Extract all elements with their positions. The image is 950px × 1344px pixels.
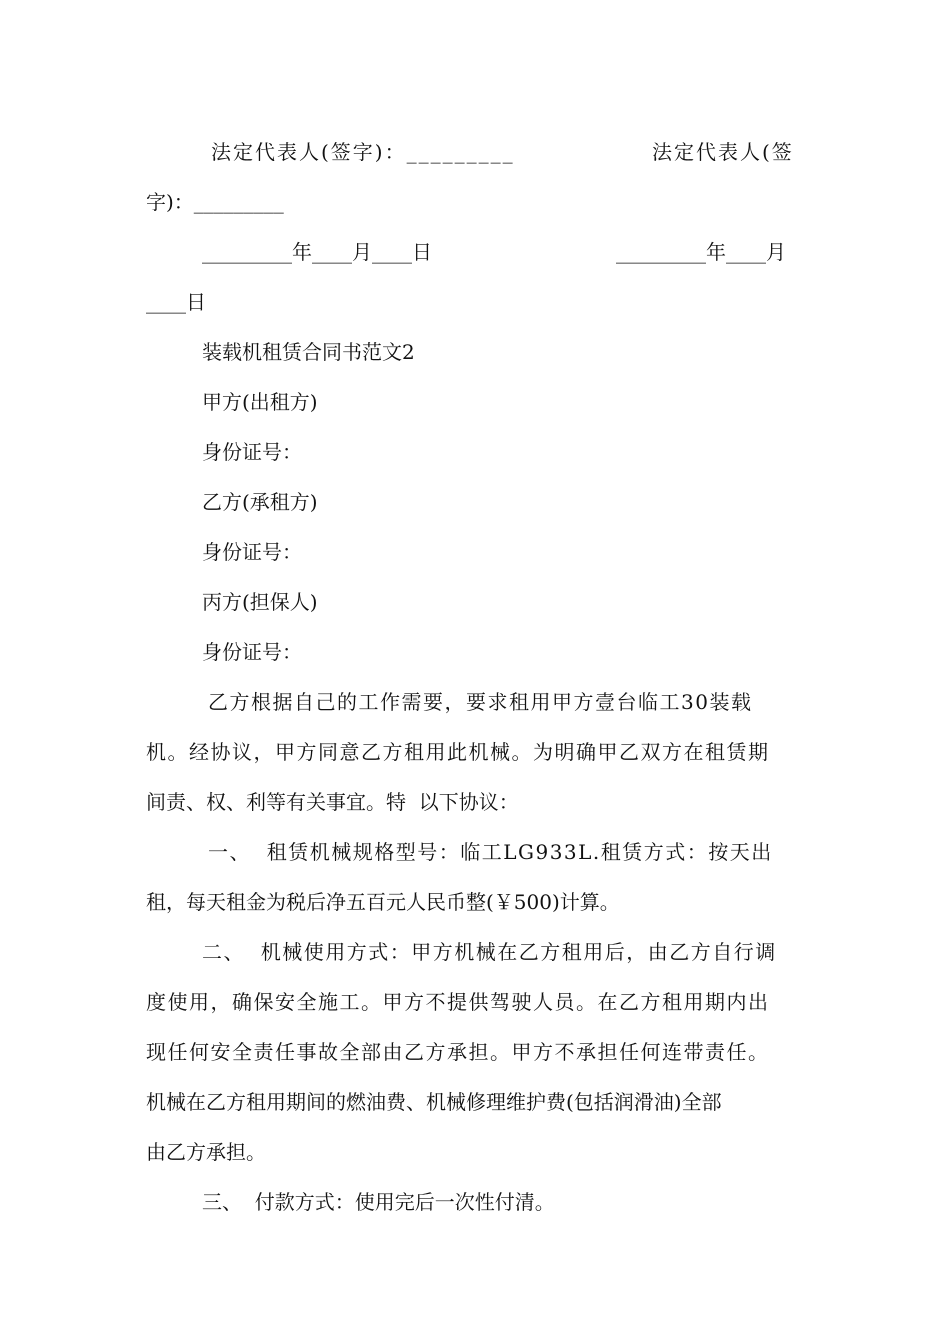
intro-line-1: 乙方根据自己的工作需要，要求租用甲方壹台临工30装载 [208, 690, 753, 714]
clause-2-line-1: 二、 机械使用方式：甲方机械在乙方租用后，由乙方自行调 [202, 940, 777, 964]
party-a-label: 甲方(出租方) [202, 390, 318, 414]
party-c-id-label: 身份证号： [202, 640, 302, 664]
signing-date-left: _________年____月____日 [202, 240, 432, 264]
legal-rep-signature-left: 法定代表人(签字)：_________ [211, 140, 515, 164]
clause-2-line-2: 度使用，确保安全施工。甲方不提供驾驶人员。在乙方租用期内出 [146, 990, 770, 1014]
party-b-label: 乙方(承租方) [202, 490, 318, 514]
party-a-id-label: 身份证号： [202, 440, 302, 464]
clause-1-line-2: 租，每天租金为税后净五百元人民币整(￥500)计算。 [146, 890, 620, 914]
clause-2-line-3: 现任何安全责任事故全部由乙方承担。甲方不承担任何连带责任。 [146, 1040, 770, 1064]
legal-rep-signature-right-cont: 字)：_________ [146, 190, 284, 214]
clause-1-line-1: 一、 租赁机械规格型号：临工LG933L.租赁方式：按天出 [208, 840, 773, 864]
clause-2-line-5: 由乙方承担。 [146, 1140, 266, 1164]
intro-line-3: 间责、权、利等有关事宜。特 以下协议： [146, 790, 519, 814]
document-title: 装载机租赁合同书范文2 [202, 340, 415, 364]
party-c-label: 丙方(担保人) [202, 590, 318, 614]
intro-line-2: 机。经协议，甲方同意乙方租用此机械。为明确甲乙双方在租赁期 [146, 740, 770, 764]
signing-date-right-cont: ____日 [146, 290, 206, 314]
clause-3-line-1: 三、 付款方式：使用完后一次性付清。 [202, 1190, 555, 1214]
signing-date-right: _________年____月 [616, 240, 786, 264]
clause-2-line-4: 机械在乙方租用期间的燃油费、机械修理维护费(包括润滑油)全部 [146, 1090, 722, 1114]
legal-rep-signature-right: 法定代表人(签 [652, 140, 794, 164]
party-b-id-label: 身份证号： [202, 540, 302, 564]
